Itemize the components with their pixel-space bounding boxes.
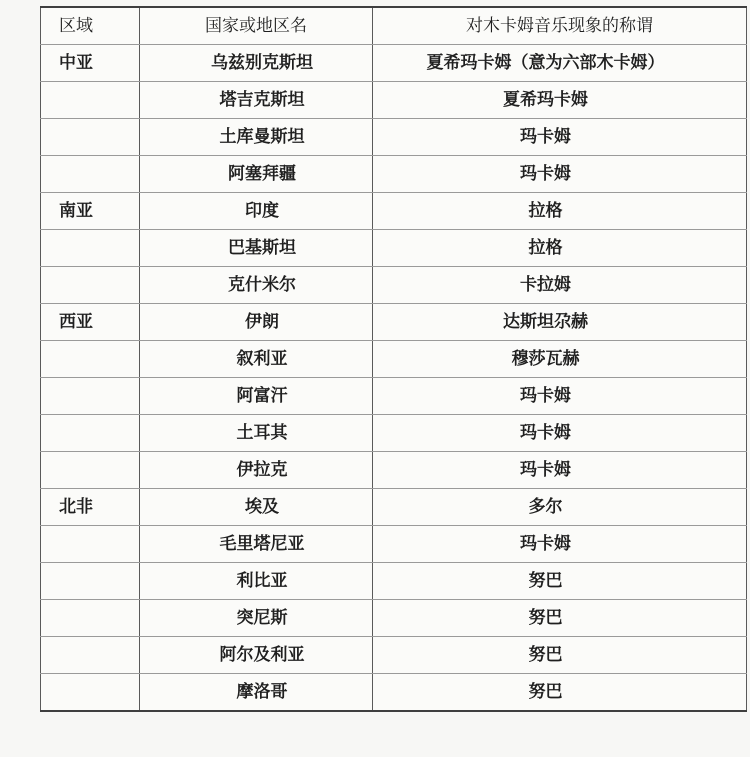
name-label: 玛卡姆 [520, 126, 571, 147]
country-label: 巴基斯坦 [228, 237, 296, 258]
country-cell [140, 45, 373, 82]
table-header-row [41, 7, 747, 45]
country-cell [140, 637, 373, 674]
table-row [41, 637, 747, 674]
country-cell [140, 563, 373, 600]
table-row [41, 415, 747, 452]
region-cell [41, 119, 140, 156]
country-label: 伊朗 [245, 311, 279, 332]
name-cell [373, 452, 747, 489]
country-cell [140, 526, 373, 563]
name-label: 努巴 [528, 644, 563, 665]
name-label: 努巴 [528, 570, 563, 591]
table-row [41, 193, 747, 230]
name-cell [373, 193, 747, 230]
country-cell [140, 267, 373, 304]
name-label: 达斯坦尕赫 [503, 311, 588, 332]
table-row [41, 378, 747, 415]
name-label: 努巴 [528, 681, 563, 702]
region-cell [41, 267, 140, 304]
country-label: 埃及 [245, 496, 279, 517]
country-cell [140, 82, 373, 119]
table-row [41, 230, 747, 267]
name-cell [373, 526, 747, 563]
region-cell: 中亚 [41, 45, 140, 82]
table-row [41, 156, 747, 193]
country-label: 土库曼斯坦 [219, 126, 305, 147]
name-cell [373, 637, 747, 674]
country-cell [140, 415, 373, 452]
country-label: 印度 [245, 200, 279, 221]
name-cell [373, 563, 747, 600]
name-label: 夏希玛卡姆 [503, 89, 588, 110]
country-cell [140, 674, 373, 712]
country-cell [140, 156, 373, 193]
country-label: 毛里塔尼亚 [219, 533, 305, 554]
table-row [41, 563, 747, 600]
country-label: 叙利亚 [236, 348, 288, 369]
name-cell [373, 341, 747, 378]
country-cell [140, 341, 373, 378]
name-cell [373, 119, 747, 156]
country-label: 利比亚 [236, 570, 288, 591]
name-label: 玛卡姆 [520, 422, 571, 443]
name-cell [373, 45, 747, 82]
name-label: 玛卡姆 [520, 385, 571, 406]
country-cell [140, 193, 373, 230]
region-cell [41, 341, 140, 378]
country-cell [140, 489, 373, 526]
name-label: 夏希玛卡姆（意为六部木卡姆） [426, 52, 665, 73]
region-cell [41, 452, 140, 489]
header-country: 国家或地区名 [140, 7, 373, 45]
country-label: 克什米尔 [228, 274, 296, 295]
name-label: 努巴 [528, 607, 563, 628]
header-region: 区域 [41, 7, 140, 45]
name-cell [373, 304, 747, 341]
name-label: 玛卡姆 [520, 533, 571, 554]
country-cell [140, 600, 373, 637]
region-cell: 西亚 [41, 304, 140, 341]
table-row [41, 489, 747, 526]
name-label: 穆莎瓦赫 [511, 348, 580, 369]
name-label: 玛卡姆 [520, 459, 571, 480]
name-cell [373, 230, 747, 267]
table-row [41, 674, 747, 712]
country-label: 阿富汗 [236, 385, 288, 406]
name-cell [373, 378, 747, 415]
name-cell [373, 674, 747, 712]
country-label: 伊拉克 [236, 459, 288, 480]
country-cell [140, 452, 373, 489]
country-label: 土耳其 [236, 422, 288, 443]
table-row [41, 82, 747, 119]
name-label: 拉格 [528, 237, 563, 258]
name-cell [373, 156, 747, 193]
region-cell [41, 378, 140, 415]
name-cell [373, 489, 747, 526]
country-label: 塔吉克斯坦 [219, 89, 305, 110]
region-cell [41, 563, 140, 600]
table-row [41, 45, 747, 82]
region-cell [41, 230, 140, 267]
muqam-terminology-table [40, 6, 747, 712]
country-label: 阿塞拜疆 [228, 163, 296, 184]
region-cell [41, 674, 140, 712]
table-row [41, 119, 747, 156]
country-label: 突尼斯 [236, 607, 288, 628]
name-cell [373, 82, 747, 119]
header-name: 对木卡姆音乐现象的称谓 [373, 7, 747, 45]
table-row [41, 526, 747, 563]
name-cell [373, 267, 747, 304]
name-label: 多尔 [528, 496, 563, 517]
region-cell [41, 82, 140, 119]
region-cell: 南亚 [41, 193, 140, 230]
region-cell [41, 637, 140, 674]
table-row [41, 341, 747, 378]
table-row [41, 267, 747, 304]
name-label: 卡拉姆 [520, 274, 571, 295]
country-label: 摩洛哥 [236, 681, 288, 702]
name-cell [373, 600, 747, 637]
region-cell [41, 156, 140, 193]
name-label: 玛卡姆 [520, 163, 571, 184]
region-cell [41, 600, 140, 637]
region-cell: 北非 [41, 489, 140, 526]
table-row [41, 600, 747, 637]
table-row [41, 452, 747, 489]
region-cell [41, 415, 140, 452]
name-label: 拉格 [528, 200, 563, 221]
table-row [41, 304, 747, 341]
name-cell [373, 415, 747, 452]
country-label: 阿尔及利亚 [219, 644, 305, 665]
country-cell [140, 304, 373, 341]
region-cell [41, 526, 140, 563]
country-cell [140, 119, 373, 156]
country-cell [140, 230, 373, 267]
country-label: 乌兹别克斯坦 [211, 52, 313, 73]
country-cell [140, 378, 373, 415]
